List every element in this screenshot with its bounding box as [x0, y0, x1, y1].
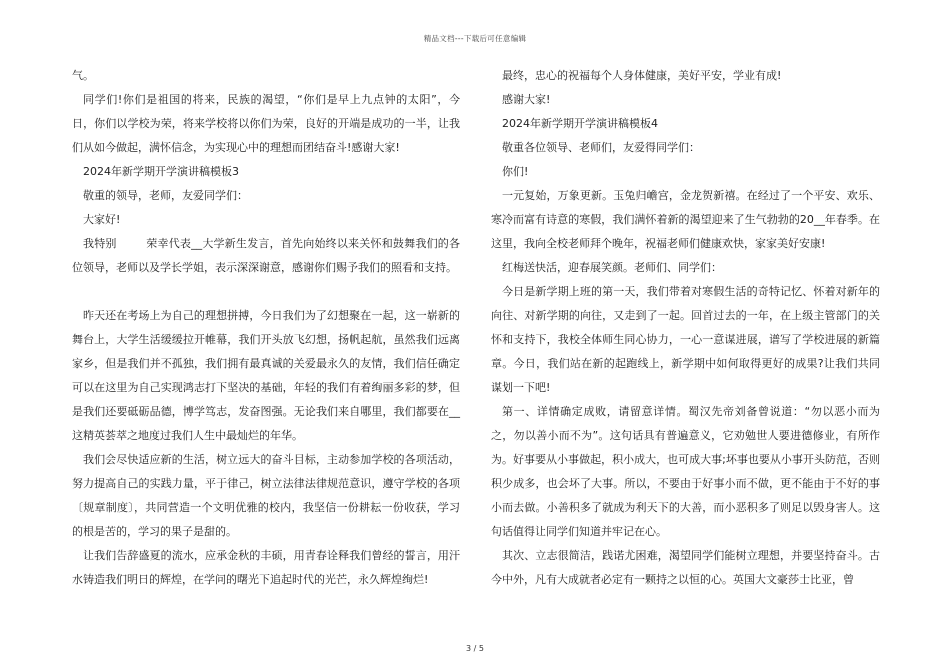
paragraph: 昨天还在考场上为自己的理想拼搏，今日我们为了幻想聚在一起，这一崭新的舞台上，大学生活缓缓拉开帷幕，我们开头放飞幻想，扬帆起航，虽然我们远离家乡，但是我们并不孤独，我们拥有最真诚的关爱最永久的友情，我们信任确定可以在这里为自己实现鸿志打下坚决的基础，年轻的我们有着绚丽多彩的梦，但是我们还要砥砺品德，博学笃志，发奋图强。无论我们来自哪里，我们都要在__这精英荟萃之地度过我们人生中最灿烂的年华。 — [72, 309, 460, 442]
greeting: 你们! — [502, 165, 529, 178]
right-text-column — [491, 64, 880, 592]
page-header: 精品文档---下载后可任意编辑 — [423, 34, 527, 43]
paragraph: 最终，忠心的祝福每个人身体健康，美好平安，学业有成! — [502, 69, 782, 82]
paragraph: 一元复始，万象更新。玉兔归嶦宫，金龙贺新禧。在经过了一个平安、欢乐、寒冷而富有诗意的寒假，我们满怀着新的渴望迎来了生气勃勃的20__年春季。在这里，我向全校老师拜个晚年，祝福老师们健康欢快，家家美好安康! — [491, 189, 880, 250]
greeting: 敬重各位领导、老师们，友爱得同学们： — [502, 141, 700, 154]
left-text-column — [72, 64, 460, 592]
paragraph: 气。 — [72, 69, 94, 82]
paragraph: 感谢大家! — [502, 93, 551, 106]
paragraph: 今日是新学期上班的第一天，我们带着对寒假生活的奇特记忆、怀着对新年的向往、对新学期的向往，又走到了一起。回首过去的一年，在上级主管部门的关怀和支持下，我校全体师生同心协力，一心一意谋进展，谱写了学校进展的新篇章。今日，我们站在新的起跑线上，新学期中如何取得更好的成果?让我们共同谋划一下吧! — [491, 285, 880, 394]
section-heading: 2024年新学期开学演讲稿模板3 — [83, 165, 239, 178]
section-heading: 2024年新学期开学演讲稿模板4 — [502, 117, 658, 130]
paragraph: 同学们!你们是祖国的将来，民族的渴望，“你们是早上九点钟的太阳”，今日，你们以学校为荣，将来学校将以你们为荣，良好的开端是成功的一半，让我们从如今做起，满怀信念，为实现心中的理想而团结奋斗!感谢大家! — [72, 93, 460, 154]
page-number: 3 / 5 — [466, 644, 484, 653]
greeting: 敬重的领导，老师，友爱同学们： — [83, 189, 248, 202]
paragraph: 让我们告辞盛夏的流水，应承金秋的丰硕，用青春诠释我们曾经的誓言，用汗水铸造我们明日的辉煌，在学问的曙光下追起时代的光芒，永久辉煌绚烂! — [72, 549, 460, 586]
paragraph: 第一、详情确定成败，请留意详情。蜀汉先帝刘备曾说道：“勿以恶小而为之，勿以善小而不为”。这句话具有普遍意义，它劝勉世人要进德修业，有所作为。好事要从小事做起，积小成大，也可成大事;坏事也要从小事开头防范，否则积少成多，也会坏了大事。所以，不要由于好事小而不做，更不能由于不好的事小而去做。小善积多了就成为利天下的大善，而小恶积多了则足以毁身害人。这句话值得让同学们知道并牢记在心。 — [491, 405, 880, 538]
greeting: 大家好! — [83, 213, 121, 226]
paragraph: 我们会尽快适应新的生活，树立远大的奋斗目标，主动参加学校的各项活动，努力提高自己的实践力量，平于律己，树立法律法律规范意识，遵守学校的各项〔规章制度〕，共同营造一个文明优雅的校内，我坚信一份耕耘一份收获，学习的根是苦的，学习的果子是甜的。 — [72, 453, 460, 538]
paragraph: 红梅送快活，迎春展笑颜。老师们、同学们： — [502, 261, 722, 274]
paragraph: 其次、立志很简洁，践诺尤困难，渴望同学们能树立理想，并要坚持奋斗。古今中外，凡有大成就者必定有一颗持之以恒的心。英国大文豪莎士比亚，曾 — [491, 549, 880, 586]
paragraph: 我特别 荣幸代表__大学新生发言，首先向始终以来关怀和鼓舞我们的各位领导，老师以及学长学姐，表示深深谢意，感谢你们赐予我们的照看和支持。 — [72, 237, 460, 274]
